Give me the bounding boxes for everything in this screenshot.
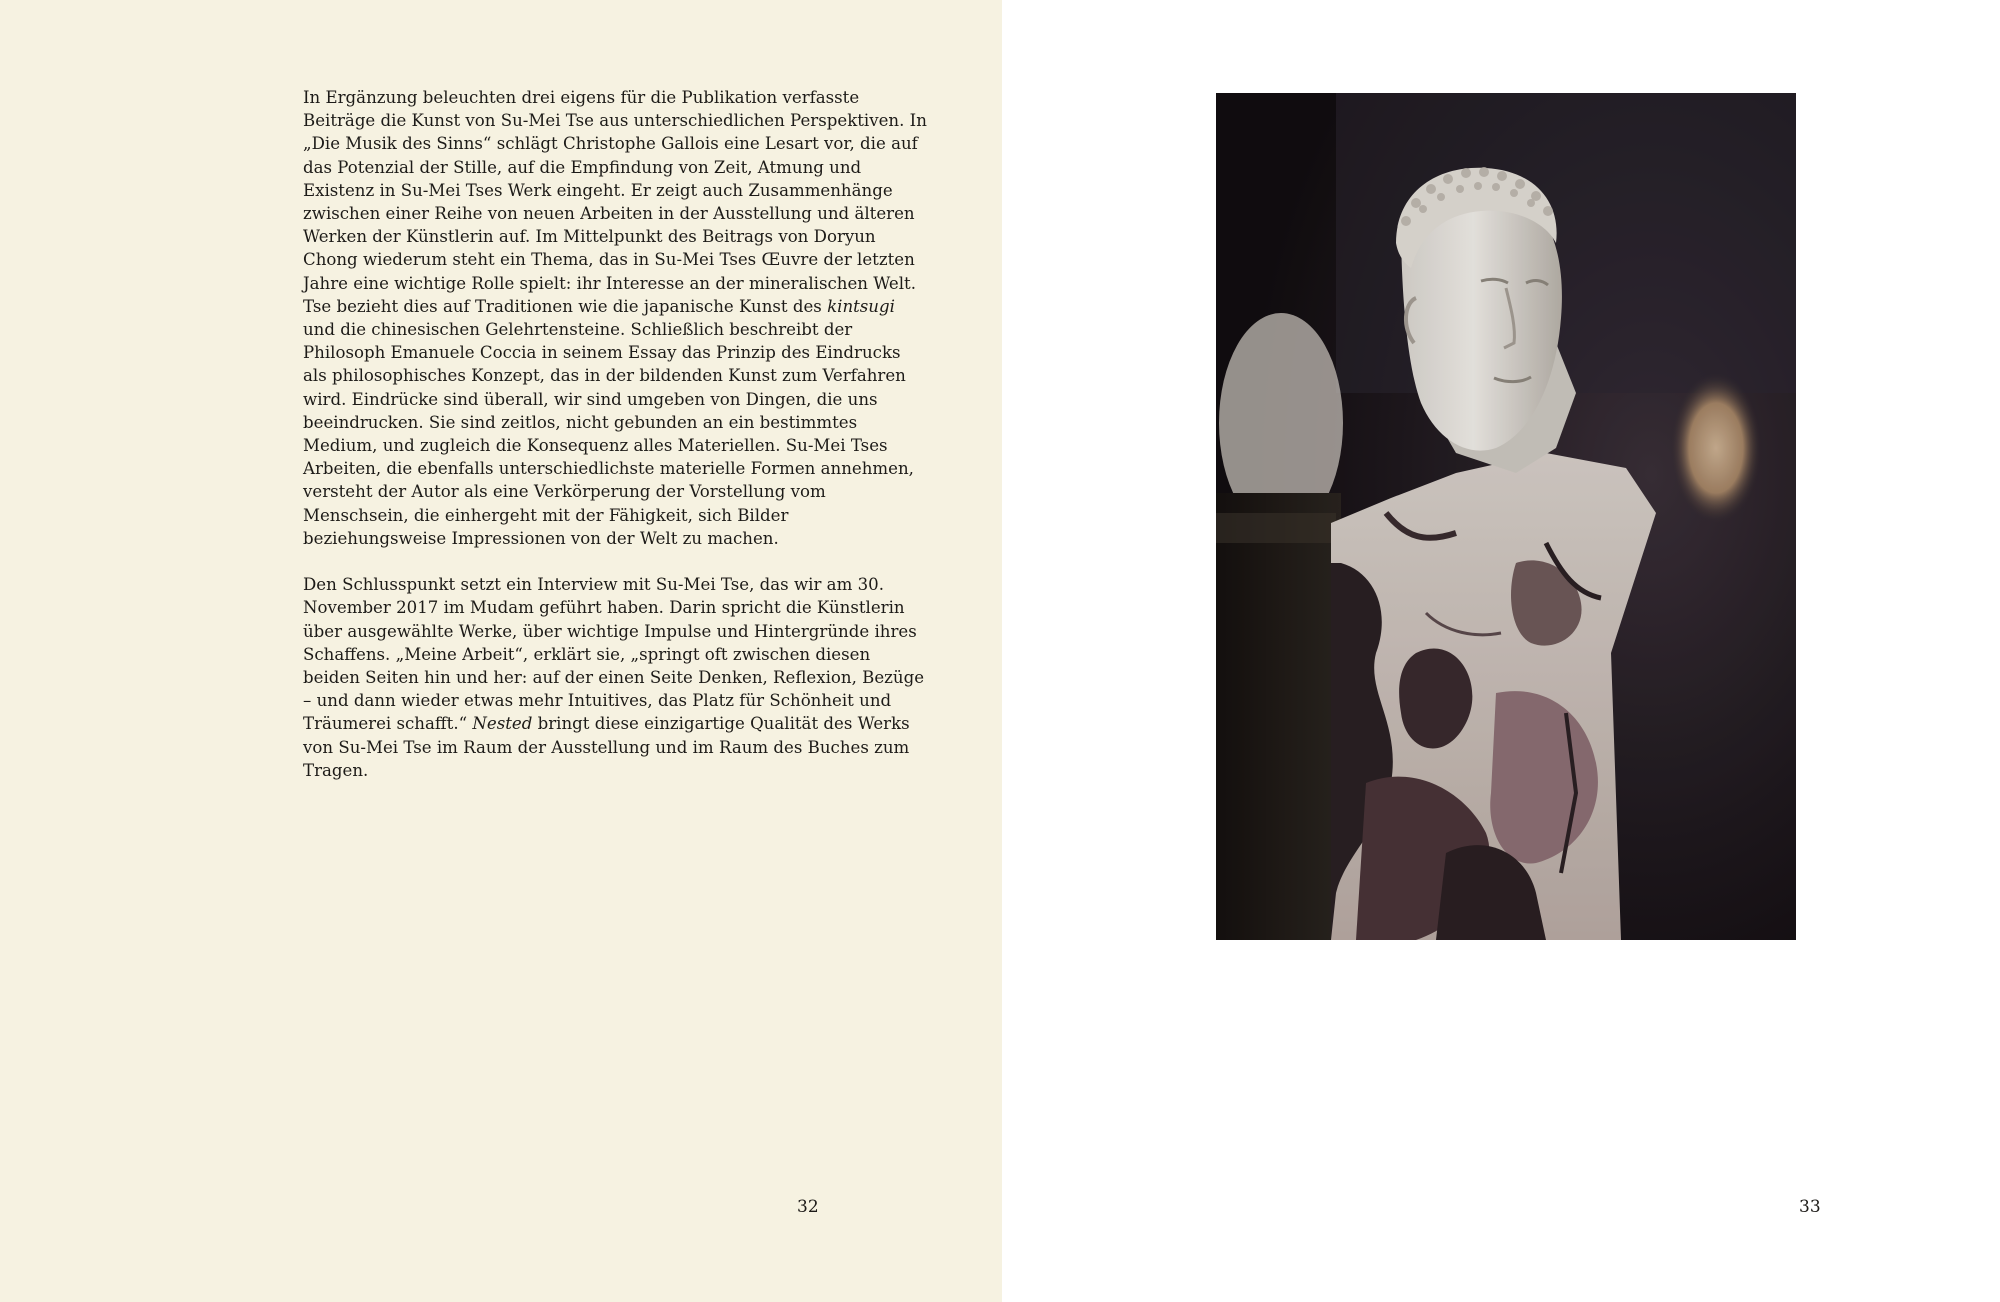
photo-illustration	[1216, 93, 1796, 940]
paragraph-2-text-a: Den Schlusspunkt setzt ein Interview mit Su-Mei Tse, das wir am 30. November 2017 im Mudam geführt haben. Darin spricht die Künstlerin über ausgewählte Werke, über wichtige Impulse und Hintergründe ihres Schaffens. „Meine Arbeit“, erklärt sie, „springt oft zwischen diesen beiden Seiten hin und her: auf der einen Seite Denken, Reflexion, Bezüge – und dann wieder etwas mehr Intuitives, das Platz für Schönheit und Träumerei schafft.“	[303, 575, 925, 734]
italic-title-nested: Nested	[472, 714, 533, 734]
paragraph-1-text-a: In Ergänzung beleuchten drei eigens für die Publikation verfasste Beiträge die Kunst von Su-Mei Tse aus unterschiedlichen Perspektiven. In „Die Musik des Sinns“ schlägt Christophe Gallois eine Lesart vor, die auf das Potenzial der Stille, auf die Empfindung von Zeit, Atmung und Existenz in Su-Mei Tses Werk eingeht. Er zeigt auch Zusammenhänge zwischen einer Reihe von neuen Arbeiten in der Ausstellung und älteren Werken der Künstlerin auf. Im Mittelpunkt des Beitrags von Doryun Chong wiederum steht ein Thema, das in Su-Mei Tses Œuvre der letzten Jahre eine wichtige Rolle spielt: ihr Interesse an der mineralischen Welt. Tse bezieht dies auf Traditionen wie die japanische Kunst des	[303, 88, 927, 316]
paragraph-1	[303, 86, 928, 550]
page-number-left: 32	[797, 1197, 819, 1217]
paragraph-2	[303, 573, 928, 782]
italic-term-kintsugi: kintsugi	[827, 296, 895, 316]
body-text	[303, 86, 928, 782]
marble-bust-photo	[1216, 93, 1796, 940]
paragraph-1-text-b: und die chinesischen Gelehrtensteine. Schließlich beschreibt der Philosoph Emanuele Coccia in seinem Essay das Prinzip des Eindrucks als philosophisches Konzept, das in der bildenden Kunst zum Verfahren wird. Eindrücke sind überall, wir sind umgeben von Dingen, die uns beeindrucken. Sie sind zeitlos, nicht gebunden an ein bestimmtes Medium, und zugleich die Konsequenz alles Materiellen. Su-Mei Tses Arbeiten, die ebenfalls unterschiedlichste materielle Formen annehmen, versteht der Autor als eine Verkörperung der Vorstellung vom Menschsein, die einhergeht mit der Fähigkeit, sich Bilder beziehungsweise Impressionen von der Welt zu machen.	[303, 320, 914, 548]
page-number-right: 33	[1799, 1197, 1821, 1217]
paragraph-2-text-b: bringt diese einzigartige Qualität des Werks von Su-Mei Tse im Raum der Ausstellung und im Raum des Buches zum Tragen.	[303, 714, 910, 780]
